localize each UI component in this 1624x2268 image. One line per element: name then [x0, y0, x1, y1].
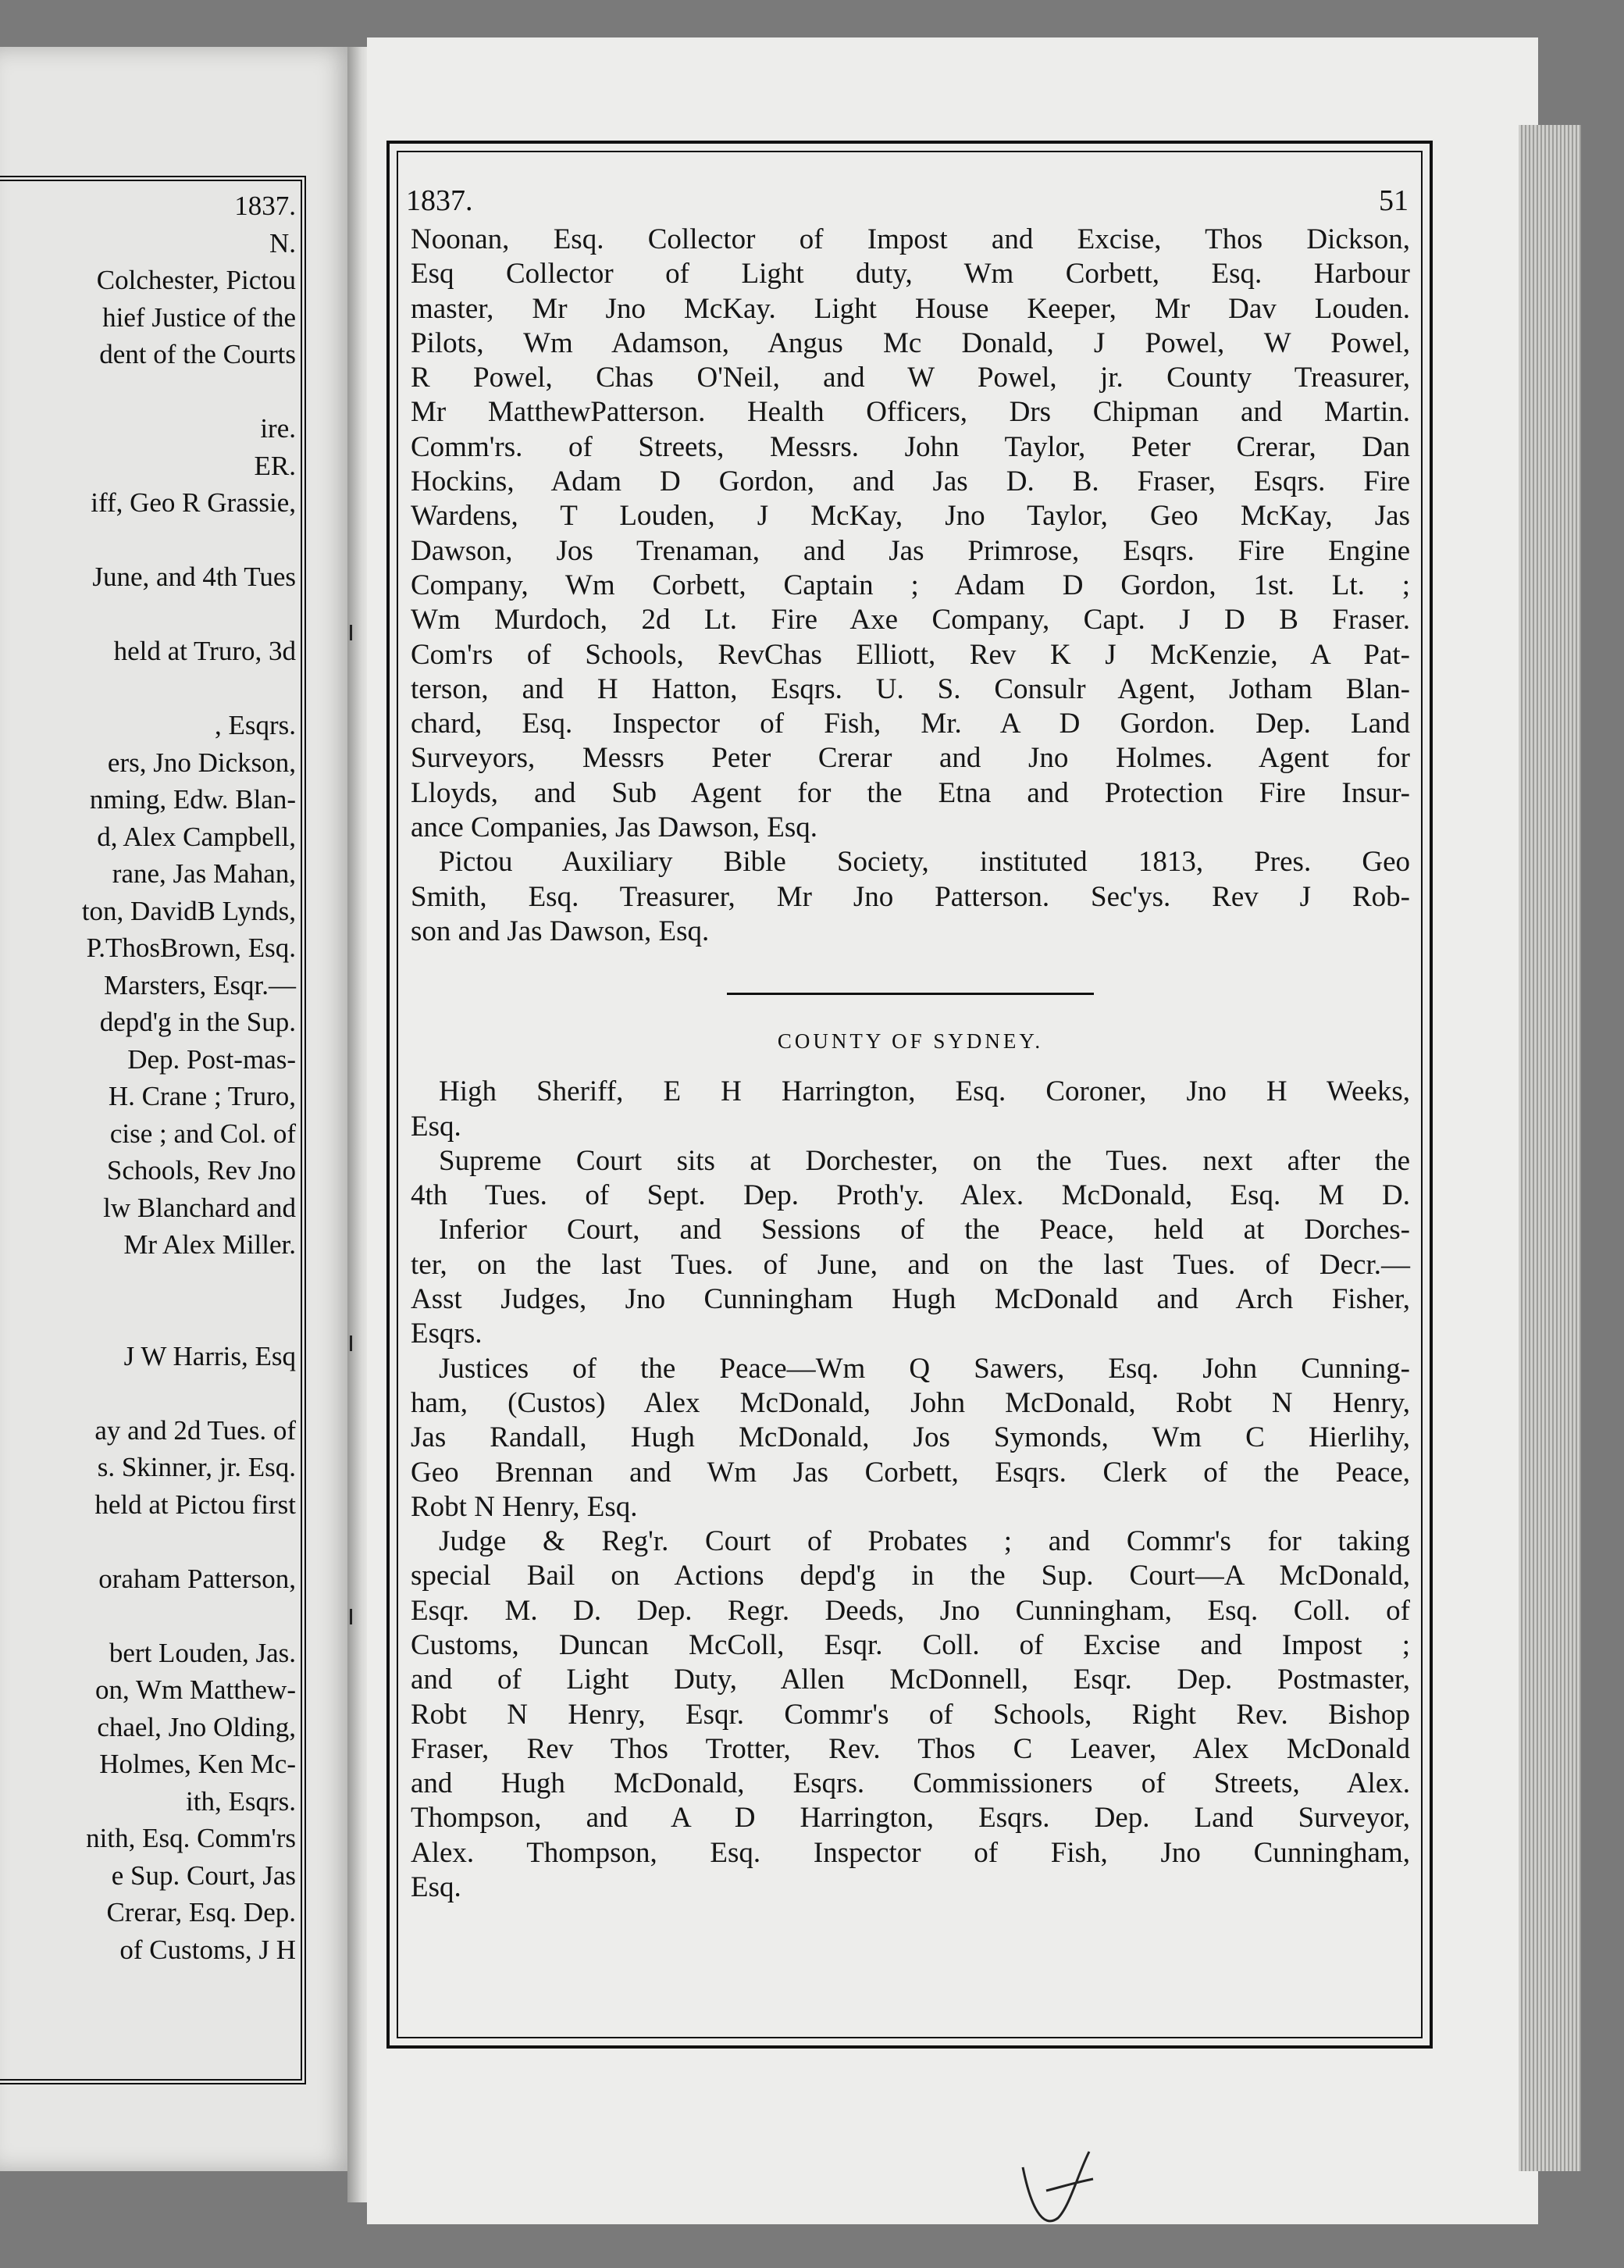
county-sydney-section — [411, 1075, 1410, 1905]
bible-society-paragraph — [411, 845, 1410, 949]
left-text-line: , Esqrs. — [214, 710, 296, 740]
text-line: Dawson, Jos Trenaman, and Jas Primrose, Esqrs. Fire Engine — [411, 534, 1410, 567]
left-page — [0, 47, 355, 2171]
text-line: Jas Randall, Hugh McDonald, Jos Symonds, Wm C Hierlihy, — [411, 1421, 1410, 1454]
text-line: Hockins, Adam D Gordon, and Jas D. B. Fraser, Esqrs. Fire — [411, 465, 1410, 498]
left-text-line: nming, Edw. Blan- — [89, 784, 296, 815]
text-line: Geo Brennan and Wm Jas Corbett, Esqrs. Clerk of the Peace, — [411, 1456, 1410, 1489]
left-text-line: Schools, Rev Jno — [106, 1155, 296, 1186]
page-number: 51 — [1379, 184, 1409, 217]
left-text-line — [0, 670, 296, 708]
left-text-line: held at Truro, 3d — [113, 636, 296, 666]
text-line: Surveyors, Messrs Peter Crerar and Jno Holmes. Agent for — [411, 742, 1410, 775]
text-line: Lloyds, and Sub Agent for the Etna and Protection Fire Insur- — [411, 776, 1410, 809]
left-text-line — [0, 1300, 296, 1338]
binding-stitch — [350, 625, 360, 640]
page-edges — [1519, 125, 1581, 2171]
text-line: Wardens, T Louden, J McKay, Jno Taylor, Geo McKay, Jas — [411, 500, 1410, 533]
text-line: son and Jas Dawson, Esq. — [411, 915, 710, 947]
text-line: Inferior Court, and Sessions of the Peace, held at Dorches- — [439, 1214, 1410, 1246]
left-text-line: ith, Esqrs. — [186, 1785, 296, 1817]
text-line: Supreme Court sits at Dorchester, on the Tues. next after the — [439, 1144, 1410, 1177]
left-text-line: e Sup. Court, Jas — [111, 1860, 296, 1891]
text-line: Customs, Duncan McColl, Esqr. Coll. of Excise and Impost ; — [411, 1628, 1410, 1661]
text-line: Esq. — [411, 1110, 461, 1143]
text-line: High Sheriff, E H Harrington, Esq. Coroner, Jno H Weeks, — [439, 1075, 1410, 1108]
text-line: R Powel, Chas O'Neil, and W Powel, jr. County Treasurer, — [411, 362, 1410, 394]
left-text-line: ers, Jno Dickson, — [107, 747, 296, 778]
left-text-line: J W Harris, Esq — [123, 1340, 296, 1371]
officials-paragraph — [411, 223, 1410, 845]
left-text-line: oraham Patterson, — [98, 1563, 296, 1594]
left-text-line: lw Blanchard and — [103, 1192, 296, 1223]
text-line: and Hugh McDonald, Esqrs. Commissioners of Streets, Alex. — [411, 1767, 1410, 1800]
text-line: master, Mr Jno McKay. Light House Keeper, Mr Dav Louden. — [411, 292, 1410, 325]
text-line: chard, Esq. Inspector of Fish, Mr. A D Gordon. Dep. Land — [411, 708, 1410, 740]
text-line: ham, (Custos) Alex McDonald, John McDonald, Robt N Henry, — [411, 1386, 1410, 1419]
left-text-line: cise ; and Col. of — [109, 1118, 296, 1149]
left-text-line — [0, 522, 296, 559]
text-line: ance Companies, Jas Dawson, Esq. — [411, 811, 817, 844]
text-line: Asst Judges, Jno Cunningham Hugh McDonald and Arch Fisher, — [411, 1283, 1410, 1316]
text-line: Thompson, and A D Harrington, Esqrs. Dep. Land Surveyor, — [411, 1802, 1410, 1835]
left-text-line: Mr Alex Miller. — [123, 1229, 296, 1260]
left-text-line: nith, Esq. Comm'rs — [86, 1823, 296, 1853]
text-line: Esq. — [411, 1871, 461, 1904]
left-text-line — [0, 1523, 296, 1560]
left-text-line — [0, 1264, 296, 1301]
left-text-line — [0, 1597, 296, 1635]
left-text-line: N. — [269, 227, 296, 259]
left-text-line: bert Louden, Jas. — [109, 1637, 296, 1668]
text-line: Comm'rs. of Streets, Messrs. John Taylor, Peter Crerar, Dan — [411, 430, 1410, 463]
left-text-line: ER. — [254, 450, 296, 481]
left-text-line: dent of the Courts — [99, 339, 296, 369]
page-year: 1837. — [406, 184, 473, 217]
text-line: Com'rs of Schools, RevChas Elliott, Rev K J McKenzie, A Pat- — [411, 638, 1410, 671]
section-divider — [727, 993, 1094, 995]
text-line: Pictou Auxiliary Bible Society, instituted 1813, Pres. Geo — [439, 846, 1410, 879]
left-text-line: P.ThosBrown, Esq. — [86, 933, 296, 963]
left-text-line: ton, DavidB Lynds, — [81, 895, 296, 926]
text-line: Alex. Thompson, Esq. Inspector of Fish, Jno Cunningham, — [411, 1836, 1410, 1869]
text-line: Judge & Reg'r. Court of Probates ; and Commr's for taking — [439, 1525, 1410, 1558]
text-line: Wm Murdoch, 2d Lt. Fire Axe Company, Capt. J D B Fraser. — [411, 604, 1410, 637]
text-line: Mr MatthewPatterson. Health Officers, Drs Chipman and Martin. — [411, 396, 1410, 429]
left-text-line: ay and 2d Tues. of — [94, 1414, 296, 1446]
left-text-line: depd'g in the Sup. — [99, 1007, 296, 1037]
left-text-line — [0, 373, 296, 411]
left-text-line: Colchester, Pictou — [96, 265, 296, 295]
handwritten-mark — [1015, 2144, 1101, 2238]
page-content — [406, 184, 1410, 1905]
binding-stitch — [350, 1609, 360, 1624]
text-line: Fraser, Rev Thos Trotter, Rev. Thos C Leaver, Alex McDonald — [411, 1732, 1410, 1765]
left-text-line: Dep. Post-mas- — [127, 1043, 296, 1075]
text-line: Robt N Henry, Esq. — [411, 1490, 638, 1523]
left-text-line: rane, Jas Mahan, — [112, 858, 296, 889]
text-line: terson, and H Hatton, Esqrs. U. S. Consulr Agent, Jotham Blan- — [411, 672, 1410, 705]
left-text-line: chael, Jno Olding, — [97, 1711, 296, 1742]
text-line: special Bail on Actions depd'g in the Sup. Court—A McDonald, — [411, 1560, 1410, 1592]
left-text-line: H. Crane ; Truro, — [108, 1081, 296, 1111]
left-page-text — [0, 187, 296, 1968]
text-line: Noonan, Esq. Collector of Impost and Excise, Thos Dickson, — [411, 223, 1410, 255]
left-page-frame — [0, 176, 306, 2084]
left-text-line: held at Pictou first — [94, 1489, 296, 1520]
left-text-line — [0, 1375, 296, 1412]
text-line: Pilots, Wm Adamson, Angus Mc Donald, J Powel, W Powel, — [411, 326, 1410, 359]
text-line: 4th Tues. of Sept. Dep. Proth'y. Alex. McDonald, Esq. M D. — [411, 1179, 1410, 1212]
text-line: Company, Wm Corbett, Captain ; Adam D Gordon, 1st. Lt. ; — [411, 569, 1410, 601]
text-line: Esqrs. — [411, 1318, 483, 1350]
left-text-line: d, Alex Campbell, — [97, 821, 296, 852]
text-line: Esq Collector of Light duty, Wm Corbett, Esq. Harbour — [411, 258, 1410, 291]
left-text-line: 1837. — [234, 191, 296, 221]
left-text-line: of Customs, J H — [119, 1934, 296, 1965]
section-heading: COUNTY OF SYDNEY. — [777, 1029, 1044, 1054]
left-text-line: Holmes, Ken Mc- — [99, 1749, 296, 1779]
left-text-line: on, Wm Matthew- — [95, 1674, 296, 1705]
page-header — [406, 184, 1410, 223]
text-line: Esqr. M. D. Dep. Regr. Deeds, Jno Cunningham, Esq. Coll. of — [411, 1594, 1410, 1627]
left-text-line: June, and 4th Tues — [92, 562, 296, 592]
binding-stitch — [350, 1335, 360, 1351]
text-line: ter, on the last Tues. of June, and on the last Tues. of Decr.— — [411, 1248, 1410, 1281]
left-text-line: hief Justice of the — [102, 301, 296, 333]
left-text-line: Marsters, Esqr.— — [104, 969, 296, 1000]
text-line: Smith, Esq. Treasurer, Mr Jno Patterson. Sec'ys. Rev J Rob- — [411, 880, 1410, 913]
left-text-line: Crerar, Esq. Dep. — [106, 1897, 296, 1927]
left-text-line: iff, Geo R Grassie, — [91, 487, 296, 518]
text-line: and of Light Duty, Allen McDonnell, Esqr. Dep. Postmaster, — [411, 1664, 1410, 1696]
text-line: Justices of the Peace—Wm Q Sawers, Esq. John Cunning- — [439, 1352, 1410, 1385]
text-line: Robt N Henry, Esqr. Commr's of Schools, Right Rev. Bishop — [411, 1698, 1410, 1731]
left-text-line — [0, 596, 296, 633]
left-text-line: ire. — [260, 413, 296, 444]
left-text-line: s. Skinner, jr. Esq. — [97, 1452, 296, 1482]
